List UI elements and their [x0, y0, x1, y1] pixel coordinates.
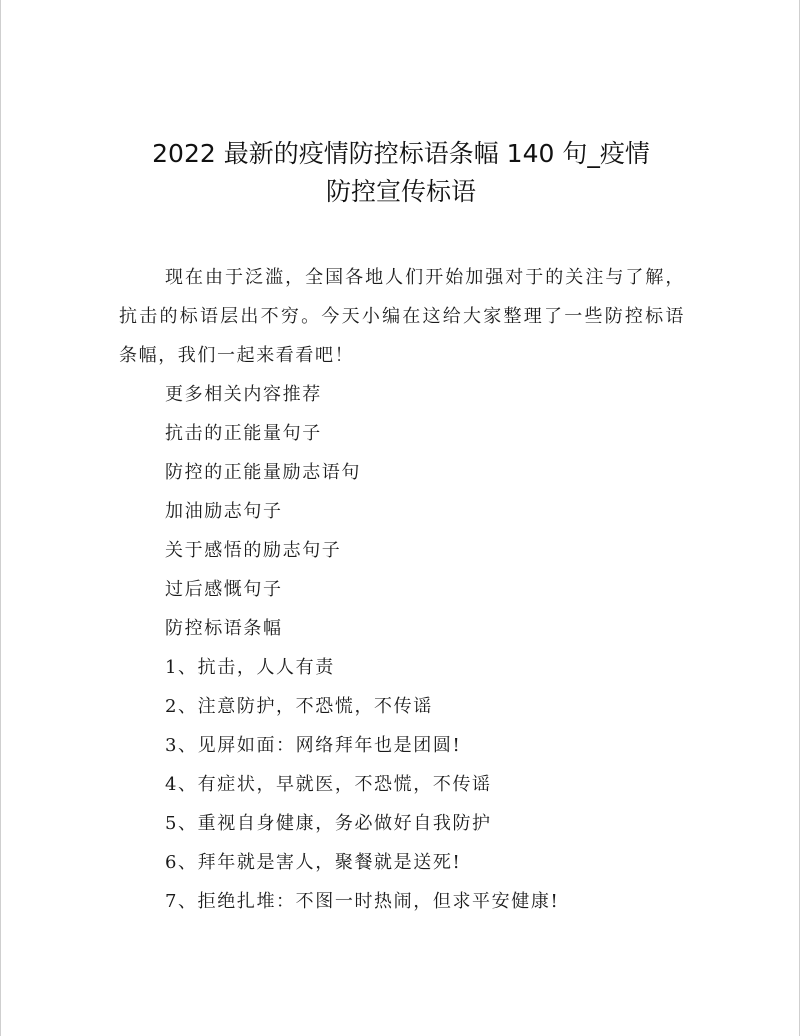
title-line-2: 防控宣传标语	[325, 177, 476, 206]
slogan-item: 2、注意防护，不恐慌，不传谣	[165, 696, 433, 717]
slogan-item: 4、有症状，早就医，不恐慌，不传谣	[165, 774, 492, 795]
document-body	[119, 258, 685, 921]
section-heading: 防控标语条幅	[165, 618, 283, 639]
page-title	[101, 135, 701, 211]
slogan-item: 1、抗击，人人有责	[165, 657, 335, 678]
recommend-item: 抗击的正能量句子	[165, 423, 322, 444]
slogan-item: 7、拒绝扎堆：不图一时热闹，但求平安健康!	[165, 891, 560, 912]
slogan-item: 5、重视自身健康，务必做好自我防护	[165, 813, 492, 834]
recommend-item: 关于感悟的励志句子	[165, 540, 342, 561]
slogan-item: 6、拜年就是害人，聚餐就是送死!	[165, 852, 462, 873]
recommend-item: 加油励志句子	[165, 501, 283, 522]
recommend-heading: 更多相关内容推荐	[165, 384, 322, 405]
recommend-item: 防控的正能量励志语句	[165, 462, 361, 483]
recommend-item: 过后感慨句子	[165, 579, 283, 600]
slogan-item: 3、见屏如面：网络拜年也是团圆!	[165, 735, 462, 756]
title-line-1: 2022 最新的疫情防控标语条幅 140 句_疫情	[152, 139, 650, 168]
content-list	[119, 375, 685, 921]
intro-paragraph: 现在由于泛滥，全国各地人们开始加强对于的关注与了解，抗击的标语层出不穷。今天小编在这给大家整理了一些防控标语条幅，我们一起来看看吧！	[119, 267, 685, 366]
